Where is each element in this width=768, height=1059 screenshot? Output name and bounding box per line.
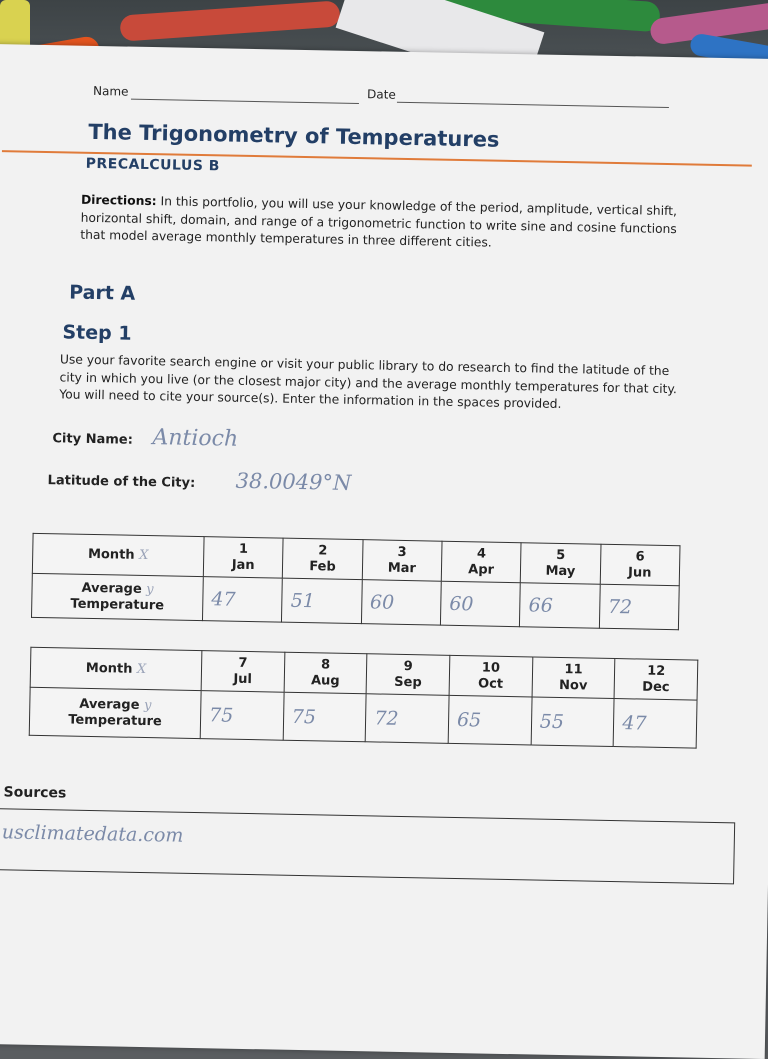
table2-y-mark: y (143, 697, 152, 713)
table1-temp-value: 66 (528, 593, 554, 617)
table2-num: 10 (481, 659, 501, 676)
table1-num: 3 (397, 544, 407, 560)
sources-value: usclimatedata.com (1, 821, 184, 847)
table2-temp-label: Temperature (68, 712, 162, 729)
step1-heading: Step 1 (62, 321, 132, 345)
directions-text: In this portfolio, you will use your knowledge of the period, amplitude, vertical shift, horizontal shift, domain, and range of a trigonometric function to write sine and cosine functions that model average monthly temperatures in three different cities. (80, 194, 678, 250)
table2-temp-cell[interactable] (200, 691, 284, 741)
table2-avg-label: Average (79, 696, 140, 713)
table1-temp-cell[interactable] (202, 577, 282, 623)
step1-paragraph: Use your favorite search engine or visit your public library to do research to find the latitude of the city in which you live (or the closest major city) and the average monthly temperatures for that city. You will need to cite your source(s). Enter the information in the spaces provided. (59, 352, 677, 411)
table1-avg-header (32, 573, 204, 620)
table1-temp-cell[interactable] (520, 583, 600, 629)
table2-month: Dec (642, 679, 670, 695)
table1-col-1 (203, 537, 283, 579)
table2-avg-header (29, 687, 201, 738)
table2-temp-cell[interactable] (365, 694, 449, 744)
latitude-label: Latitude of the City: (47, 473, 196, 491)
table1-temp-cell[interactable] (282, 578, 362, 624)
table1-month: May (545, 563, 576, 579)
course-subtitle: PRECALCULUS B (85, 155, 221, 175)
table2-month: Nov (558, 677, 588, 694)
table2-month: Sep (394, 674, 422, 690)
table2-num: 7 (238, 655, 248, 671)
table2-col-1 (201, 651, 284, 693)
table2-temp-value: 75 (291, 705, 317, 728)
table1-x-mark: X (138, 547, 149, 563)
table1-num: 5 (556, 547, 566, 563)
table1-temp-value: 72 (607, 595, 633, 618)
table2-num: 12 (647, 663, 666, 679)
table1-month: Apr (468, 561, 495, 578)
latitude-value[interactable]: 38.0049°N (235, 468, 352, 495)
table1-temp-value: 51 (290, 589, 316, 612)
table1-y-mark: y (146, 581, 154, 597)
table2-temp-cell[interactable] (448, 695, 532, 745)
table2-num: 9 (403, 658, 413, 674)
table1-temp-value: 60 (449, 592, 474, 615)
part-a-heading: Part A (69, 281, 136, 305)
table2-temp-value: 65 (456, 708, 482, 731)
directions-label: Directions: (80, 192, 157, 209)
table1-num: 4 (476, 545, 487, 562)
table1-col-6 (600, 544, 680, 586)
table2-temp-cell[interactable] (613, 699, 697, 749)
worksheet-page (0, 44, 768, 1059)
table2-temp-value: 47 (622, 711, 647, 735)
table2-month: Aug (310, 672, 340, 689)
table2-col-4 (449, 655, 532, 697)
table2-month: Jul (233, 671, 253, 687)
table2-x-mark: X (136, 661, 147, 677)
table1-month-header (32, 533, 204, 576)
table2-temp-cell[interactable] (283, 692, 367, 742)
table1-temp-value: 60 (369, 590, 395, 614)
city-name-label: City Name: (52, 431, 134, 448)
table1-col-2 (283, 538, 363, 580)
table2-temp-value: 72 (374, 706, 399, 730)
sources-box[interactable] (0, 808, 735, 884)
table1-temp-cell[interactable] (599, 584, 679, 630)
table1-avg-label: Average (81, 580, 142, 597)
table2-col-2 (284, 652, 367, 694)
sources-label: Sources (3, 784, 67, 802)
table1-col-5 (521, 543, 601, 585)
table2-temp-cell[interactable] (531, 697, 615, 747)
table1-num: 2 (318, 542, 328, 558)
table1-num: 6 (635, 548, 645, 565)
table2-col-5 (532, 657, 615, 699)
table1-num: 1 (238, 541, 249, 557)
city-name-value[interactable]: Antioch (152, 425, 239, 452)
table1-temp-cell[interactable] (361, 580, 441, 626)
table1-month: Feb (309, 558, 336, 575)
date-label: Date (366, 87, 396, 102)
table2-num: 8 (320, 656, 331, 673)
table2-temp-value: 55 (539, 710, 565, 733)
table1-month: Jan (231, 557, 255, 573)
table1-month: Jun (627, 564, 652, 581)
table1-temp-cell[interactable] (440, 581, 520, 627)
table1-temp-label: Temperature (70, 596, 165, 613)
temperature-table-1 (31, 533, 681, 630)
page-title: The Trigonometry of Temperatures (88, 119, 500, 152)
table1-month: Mar (387, 560, 417, 576)
table2-temp-value: 75 (208, 703, 234, 727)
table2-col-6 (614, 659, 697, 701)
table1-col-3 (362, 540, 442, 582)
table2-month-label: Month (85, 660, 133, 677)
name-line[interactable] (131, 99, 359, 104)
name-label: Name (92, 83, 129, 99)
table2-month: Oct (477, 675, 504, 692)
table2-num: 11 (564, 661, 583, 677)
table1-col-4 (441, 541, 521, 583)
table2-col-3 (366, 654, 449, 696)
table1-month-label: Month (87, 546, 135, 563)
table1-temp-value: 47 (211, 587, 236, 611)
table2-month-header (30, 647, 202, 690)
temperature-table-2 (29, 647, 699, 749)
date-line[interactable] (397, 102, 669, 108)
directions-paragraph (80, 192, 681, 256)
